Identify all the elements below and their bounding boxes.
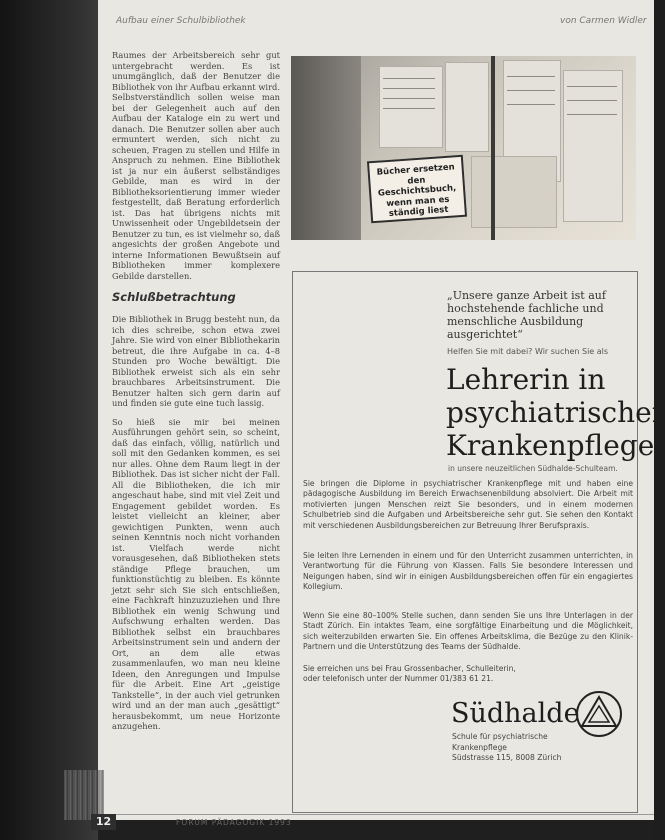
page-number: 12 bbox=[91, 814, 116, 830]
text-line bbox=[383, 98, 435, 99]
ad-job-title bbox=[446, 363, 665, 462]
address-line: Krankenpflege bbox=[452, 742, 507, 752]
triangle-circle-logo-icon bbox=[574, 689, 624, 739]
ad-title-line: Krankenpflege bbox=[446, 429, 655, 462]
article-paragraph: Die Bibliothek in Brugg besteht nun, da ich dies schreibe, schon etwa zwei Jahre. Sie wird von einer Bibliothekarin betreut, die ihre Aufgabe in ca. 4–8 Stunden pro Woche bewältigt. Die Bibliothek erweist sich als ein sehr brauchbares Arbeitsinstrument. Die Benutzer halten sich gern darin auf und finden sie gute eine tuch lassig. bbox=[112, 314, 280, 408]
section-heading: Schlußbetrachtung bbox=[112, 290, 236, 304]
text-line bbox=[383, 78, 435, 79]
text-line bbox=[507, 76, 555, 77]
ad-address bbox=[452, 732, 561, 764]
text-line bbox=[507, 104, 555, 105]
book-spine-shadow bbox=[0, 0, 98, 840]
footer-rule bbox=[98, 814, 654, 815]
ad-contact: Sie erreichen uns bei Frau Grossenbacher, Schulleiterin, oder telefonisch unter der Nummer 01/383 61 21. bbox=[303, 664, 516, 684]
photo-shadow bbox=[291, 56, 361, 240]
library-photo bbox=[291, 56, 636, 240]
ad-lead-line: Helfen Sie mit dabei? Wir suchen Sie als bbox=[447, 347, 609, 356]
poster-sign: Bücher ersetzen den Geschichtsbuch, wenn man es ständig liest bbox=[367, 155, 467, 224]
article-paragraph: So hieß sie mir bei meinen Ausführungen gehört sein, so scheint, daß das einfach, völlig, natürlich und soll mit den Gedanken kommen, es sei nur alles. Ohne dem Raum liegt in der Bibliothek. Das ist sicher nicht der Fall. All die Bibliotheken, die ich mir angeschaut habe, sind mit viel Zeit und Engagement gebildet worden. Es leistet vielleicht an kleiner, aber gewichtigen Punkten, wenn auch seinen Kenntnis noch nicht vorhanden ist. Vielfach werde nicht vorausgesehen, daß Bibliotheken stets ständige Pflege brauchen, um funktionstüchtig zu bleiben. Es könnte jetzt sehr sich Sie sich entschließen, eine Fachkraft hinzuzuziehen und Ihre Bibliothek ein wenig Schwung und Aufschwung erhalten werden. Das Bibliothek selbst ein brauchbares Arbeitsinstrument sein und andern der Ort, an dem alle etwas zusammenlaufen, wo man neu kleine Ideen, den Anregungen und Impulse für die Arbeit. Eine Art „geistige Tankstelle“, in der auch viel getrunken wird und an der man auch „gesättigt“ herausbekommt, um neue Horizonte anzugehen. bbox=[112, 416, 280, 731]
ad-quote: „Unsere ganze Arbeit ist auf hochstehende fachliche und menschliche Ausbildung ausgerichtet“ bbox=[447, 289, 606, 341]
book-binding-edge bbox=[64, 770, 104, 820]
running-header-left: Aufbau einer Schulbibliothek bbox=[116, 16, 246, 26]
shelf-divider bbox=[491, 56, 495, 240]
journal-name: FORUM PÄDAGOGIK 1993 bbox=[176, 818, 292, 827]
article-column-top bbox=[112, 50, 280, 281]
text-line bbox=[383, 108, 435, 109]
article-column-bottom bbox=[112, 314, 280, 749]
ad-title-line: Lehrerin in bbox=[446, 363, 606, 396]
notice-board bbox=[445, 62, 489, 152]
address-line: Südstrasse 115, 8008 Zürich bbox=[452, 753, 562, 762]
ad-paragraph: Sie leiten Ihre Lernenden in einem und für den Unterricht zusammen unterrichten, in Verantwortung für die Führung von Klassen. Falls Sie besondere Interessen und Neigungen haben, sind wir in einigen Ausbildungsbereichen offen für ein engagiertes Kollegium. bbox=[303, 551, 633, 592]
address-line: Schule für psychiatrische bbox=[452, 732, 548, 741]
notice-board bbox=[471, 156, 557, 228]
text-line bbox=[383, 88, 435, 89]
ad-paragraph: Wenn Sie eine 80–100% Stelle suchen, dann senden Sie uns Ihre Unterlagen in der Stadt Zürich. Ein intaktes Team, eine sorgfältige Einarbeitung und die Möglichkeit, sich weiterzubilden erwarten Sie. Ein offenes Arbeitsklima, die Bezüge zu den Klinik-Partnern und die Unterstützung des Teams der Südhalde. bbox=[303, 611, 633, 652]
text-line bbox=[567, 86, 617, 87]
running-header-right: von Carmen Widler bbox=[560, 16, 647, 26]
text-line bbox=[507, 90, 555, 91]
text-line bbox=[567, 114, 617, 115]
ad-title-line: psychiatrischer bbox=[446, 396, 665, 429]
notice-board bbox=[563, 70, 623, 222]
article-paragraph: Raumes der Arbeitsbereich sehr gut untergebracht werden. Es ist unumgänglich, daß der Benutzer die Bibliothek von ihr Aufbau erkannt wird. Selbstverständlich sollen weise man bei der Gelegenheit auch auf den Aufbau der Kataloge ein zu wert und danach. Die Benutzer sollen aber auch ermuntert werden, sich nicht zu scheuen, Fragen zu stellen und Hilfe in Anspruch zu nehmen. Eine Bibliothek ist ja nur ein äußerst selbständiges Gebilde, man es wird in der Bibliotheksorientierung immer wieder festgestellt, daß Beratung erforderlich ist. Das hat übrigens nichts mit Unwissenheit oder Ungebildetsein der Benutzer zu tun, es ist vielmehr so, daß angesichts der großen Angebote und interne Informationen Bewußtsein auf Bibliotheken immer komplexere Gebilde darstellen. bbox=[112, 50, 280, 281]
ad-paragraph: Sie bringen die Diplome in psychiatrischer Krankenpflege mit und haben eine pädagogische Ausbildung im Bereich Erwachsenenbildung absolviert. Die Arbeit mit motivierten jungen Menschen reizt Sie besonders, und in einem modernen Schulbetrieb sind die Aufgaben und Arbeitsbereiche sehr gut. Sie sehen den Kontakt mit verschiedenen Ausbildungsbereichen zur Betreuung Ihrer Berufspraxis. bbox=[303, 479, 633, 530]
ad-subtitle: in unsere neuzeitlichen Südhalde-Schulteam. bbox=[448, 464, 618, 473]
brand-name: Südhalde bbox=[451, 698, 580, 729]
text-line bbox=[567, 100, 617, 101]
